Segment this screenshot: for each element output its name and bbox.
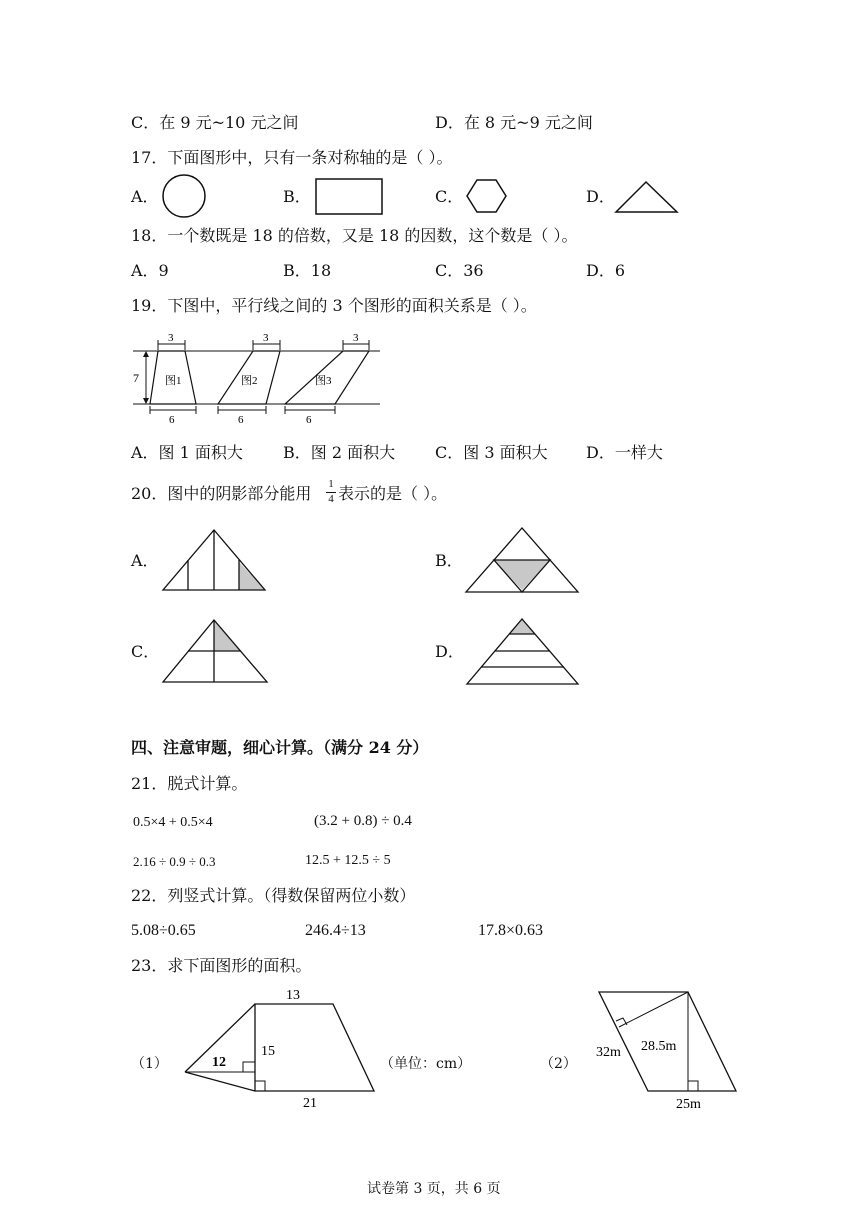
q19-fig-name-2: 图2 <box>241 375 258 387</box>
q23-fig2-label: （2） <box>540 1056 577 1072</box>
q18-option-a: A．9 <box>131 261 169 280</box>
q20-label-b: B． <box>435 551 463 570</box>
q19-option-b: B．图 2 面积大 <box>283 443 396 462</box>
q19-option-d: D．一样大 <box>586 443 663 462</box>
q19-option-a: A．图 1 面积大 <box>131 443 243 462</box>
q19-fig-name-1: 图1 <box>165 375 182 387</box>
q19-height-label: 7 <box>133 371 139 385</box>
q23-stem: 23．求下面图形的面积。 <box>131 956 312 975</box>
q17-label-c: C． <box>435 187 464 206</box>
q17-label-d: D． <box>586 187 615 206</box>
q23-fig1-tri-height-label: 12 <box>212 1055 226 1070</box>
q21-expr-4: 12.5 + 12.5 ÷ 5 <box>305 853 391 868</box>
q23-figures <box>0 980 868 1120</box>
q20-figure-d <box>467 619 578 684</box>
section-4-title: 四、注意审题，细心计算。（满分 24 分） <box>131 738 429 757</box>
q19-bottom-label-1: 6 <box>169 414 175 426</box>
q20-stem-pre: 20．图中的阴影部分能用 <box>131 484 312 503</box>
q16-option-d: D．在 8 元~9 元之间 <box>435 113 593 132</box>
q23-fig1-height-label: 15 <box>261 1044 275 1059</box>
q21-expr-1: 0.5×4 + 0.5×4 <box>133 815 213 830</box>
q20-label-c: C． <box>131 642 160 661</box>
q19-top-label-3: 3 <box>353 332 359 344</box>
q23-figure-1 <box>185 1004 374 1091</box>
q19-top-label-1: 3 <box>168 332 174 344</box>
q21-expr-3: 2.16 ÷ 0.9 ÷ 0.3 <box>133 854 216 869</box>
q20-label-a: A． <box>131 551 159 570</box>
q19-option-c: C．图 3 面积大 <box>435 443 548 462</box>
q20-label-d: D． <box>435 642 464 661</box>
q23-fig2-base-label: 25m <box>676 1097 701 1112</box>
q20-figure-a <box>163 530 265 590</box>
q17-label-b: B． <box>283 187 311 206</box>
q22-expr-3: 17.8×0.63 <box>478 922 544 939</box>
q20-figure-c <box>163 620 267 682</box>
q17-stem: 17．下面图形中，只有一条对称轴的是（ ）。 <box>131 148 453 167</box>
q20-frac-num: 1 <box>328 478 334 490</box>
page-footer: 试卷第 3 页，共 6 页 <box>367 1181 501 1197</box>
q16-option-c: C．在 9 元~10 元之间 <box>131 113 299 132</box>
q19-fig-name-3: 图3 <box>315 375 332 387</box>
q20-stem-post: 表示的是（ ）。 <box>338 484 448 503</box>
q21-stem: 21．脱式计算。 <box>131 774 248 793</box>
q20-frac-den: 4 <box>328 493 334 505</box>
q19-stem: 19．下图中，平行线之间的 3 个图形的面积关系是（ ）。 <box>131 296 537 315</box>
q23-fig1-unit: （单位：cm） <box>380 1056 472 1072</box>
q18-option-c: C．36 <box>435 261 484 280</box>
q23-fig2-side-label: 32m <box>596 1045 621 1060</box>
q22-stem: 22．列竖式计算。（得数保留两位小数） <box>131 886 416 905</box>
q23-fig1-bottom-label: 21 <box>303 1096 317 1111</box>
q22-expr-1: 5.08÷0.65 <box>131 922 196 939</box>
q17-label-a: A． <box>131 187 159 206</box>
q19-bottom-label-3: 6 <box>306 414 312 426</box>
q18-option-d: D．6 <box>586 261 626 280</box>
q19-bottom-label-2: 6 <box>238 414 244 426</box>
q23-fig1-top-label: 13 <box>286 988 300 1003</box>
q18-stem: 18．一个数既是 18 的倍数，又是 18 的因数，这个数是（ ）。 <box>131 226 578 245</box>
q23-fig2-height-label: 28.5m <box>641 1039 677 1054</box>
q19-top-label-2: 3 <box>263 332 269 344</box>
q23-fig1-label: （1） <box>131 1056 168 1072</box>
q21-expr-2: (3.2 + 0.8) ÷ 0.4 <box>314 813 412 829</box>
q20-figure-b <box>466 528 578 592</box>
q22-expr-2: 246.4÷13 <box>305 922 366 939</box>
q18-option-b: B．18 <box>283 261 332 280</box>
